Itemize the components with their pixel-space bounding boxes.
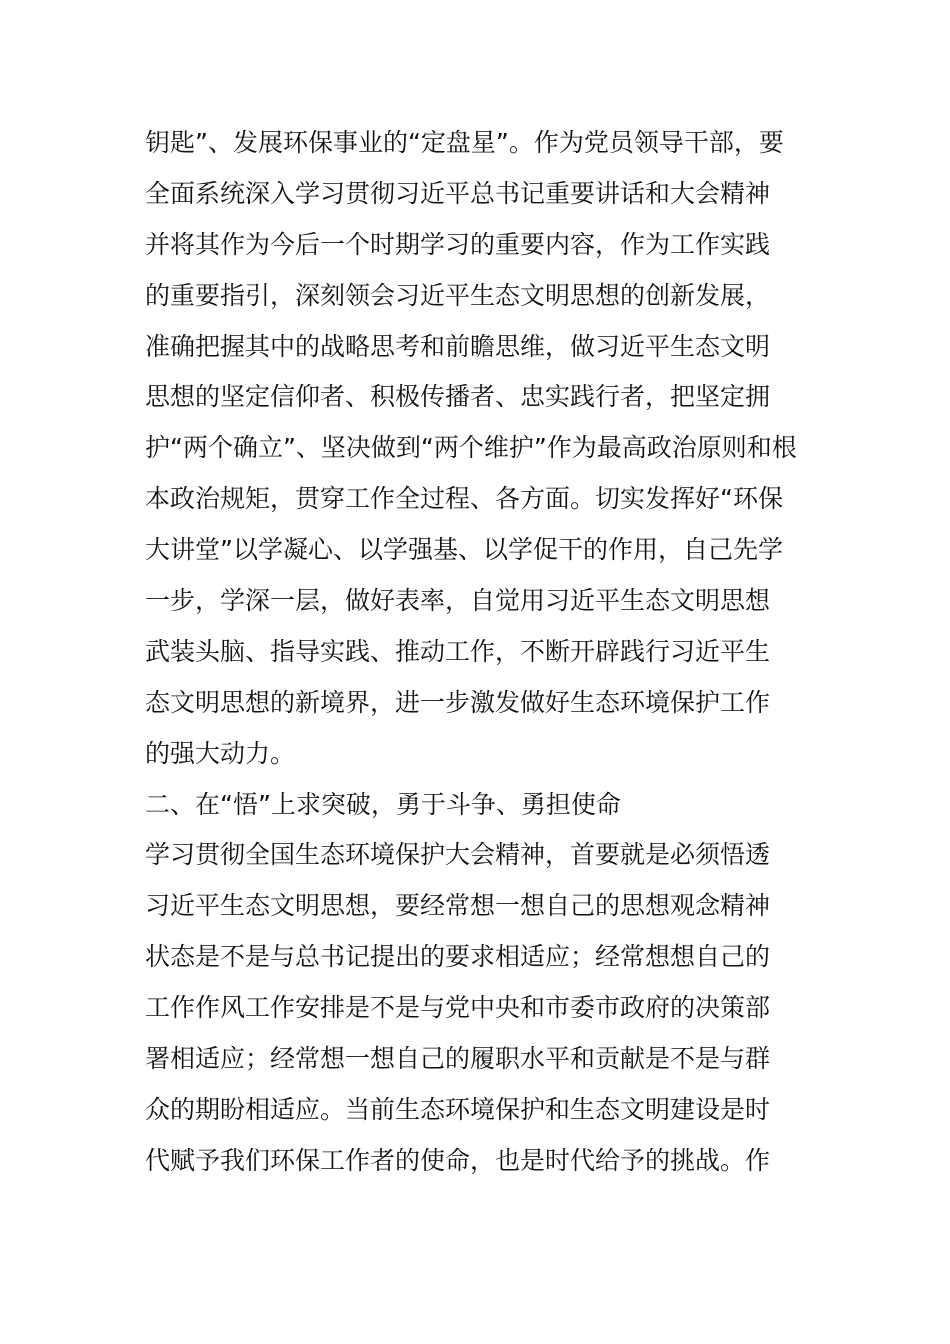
text-line: 准确把握其中的战略思考和前瞻思维，做习近平生态文明 <box>145 331 771 361</box>
text-line: 全面系统深入学习贯彻习近平总书记重要讲话和大会精神 <box>145 178 771 208</box>
text-line: 护“两个确立”、坚决做到“两个维护”作为最高政治原则和根 <box>145 433 797 463</box>
text-line: 并将其作为今后一个时期学习的重要内容，作为工作实践 <box>145 229 771 259</box>
text-line: 本政治规矩，贯穿工作全过程、各方面。切实发挥好“环保 <box>145 484 783 514</box>
text-line: 钥匙”、发展环保事业的“定盘星”。作为党员领导干部，要 <box>145 128 784 157</box>
text-line: 习近平生态文明思想，要经常想一想自己的思想观念精神 <box>145 891 771 921</box>
text-line: 署相适应；经常想一想自己的履职水平和贡献是不是与群 <box>145 1044 771 1074</box>
text-line: 的强大动力。 <box>145 738 296 768</box>
text-line: 学习贯彻全国生态环境保护大会精神，首要就是必须悟透 <box>145 840 771 870</box>
text-line: 状态是不是与总书记提出的要求相适应；经常想想自己的 <box>145 942 771 972</box>
text-line: 武装头脑、指导实践、推动工作，不断开辟践行习近平生 <box>145 636 771 666</box>
text-line: 工作作风工作安排是不是与党中央和市委市政府的决策部 <box>145 993 771 1023</box>
text-line: 大讲堂”以学凝心、以学强基、以学促干的作用，自己先学 <box>145 535 783 565</box>
text-line: 态文明思想的新境界，进一步激发做好生态环境保护工作 <box>145 687 771 717</box>
text-line: 代赋予我们环保工作者的使命，也是时代给予的挑战。作 <box>145 1145 771 1175</box>
body-text <box>145 118 810 1187</box>
text-line: 一步，学深一层，做好表率，自觉用习近平生态文明思想 <box>145 586 771 616</box>
text-line: 众的期盼相适应。当前生态环境保护和生态文明建设是时 <box>145 1094 771 1124</box>
text-line: 的重要指引，深刻领会习近平生态文明思想的创新发展， <box>145 280 771 310</box>
text-line: 思想的坚定信仰者、积极传播者、忠实践行者，把坚定拥 <box>145 382 771 412</box>
section-heading: 二、在“悟”上求突破，勇于斗争、勇担使命 <box>145 789 621 819</box>
